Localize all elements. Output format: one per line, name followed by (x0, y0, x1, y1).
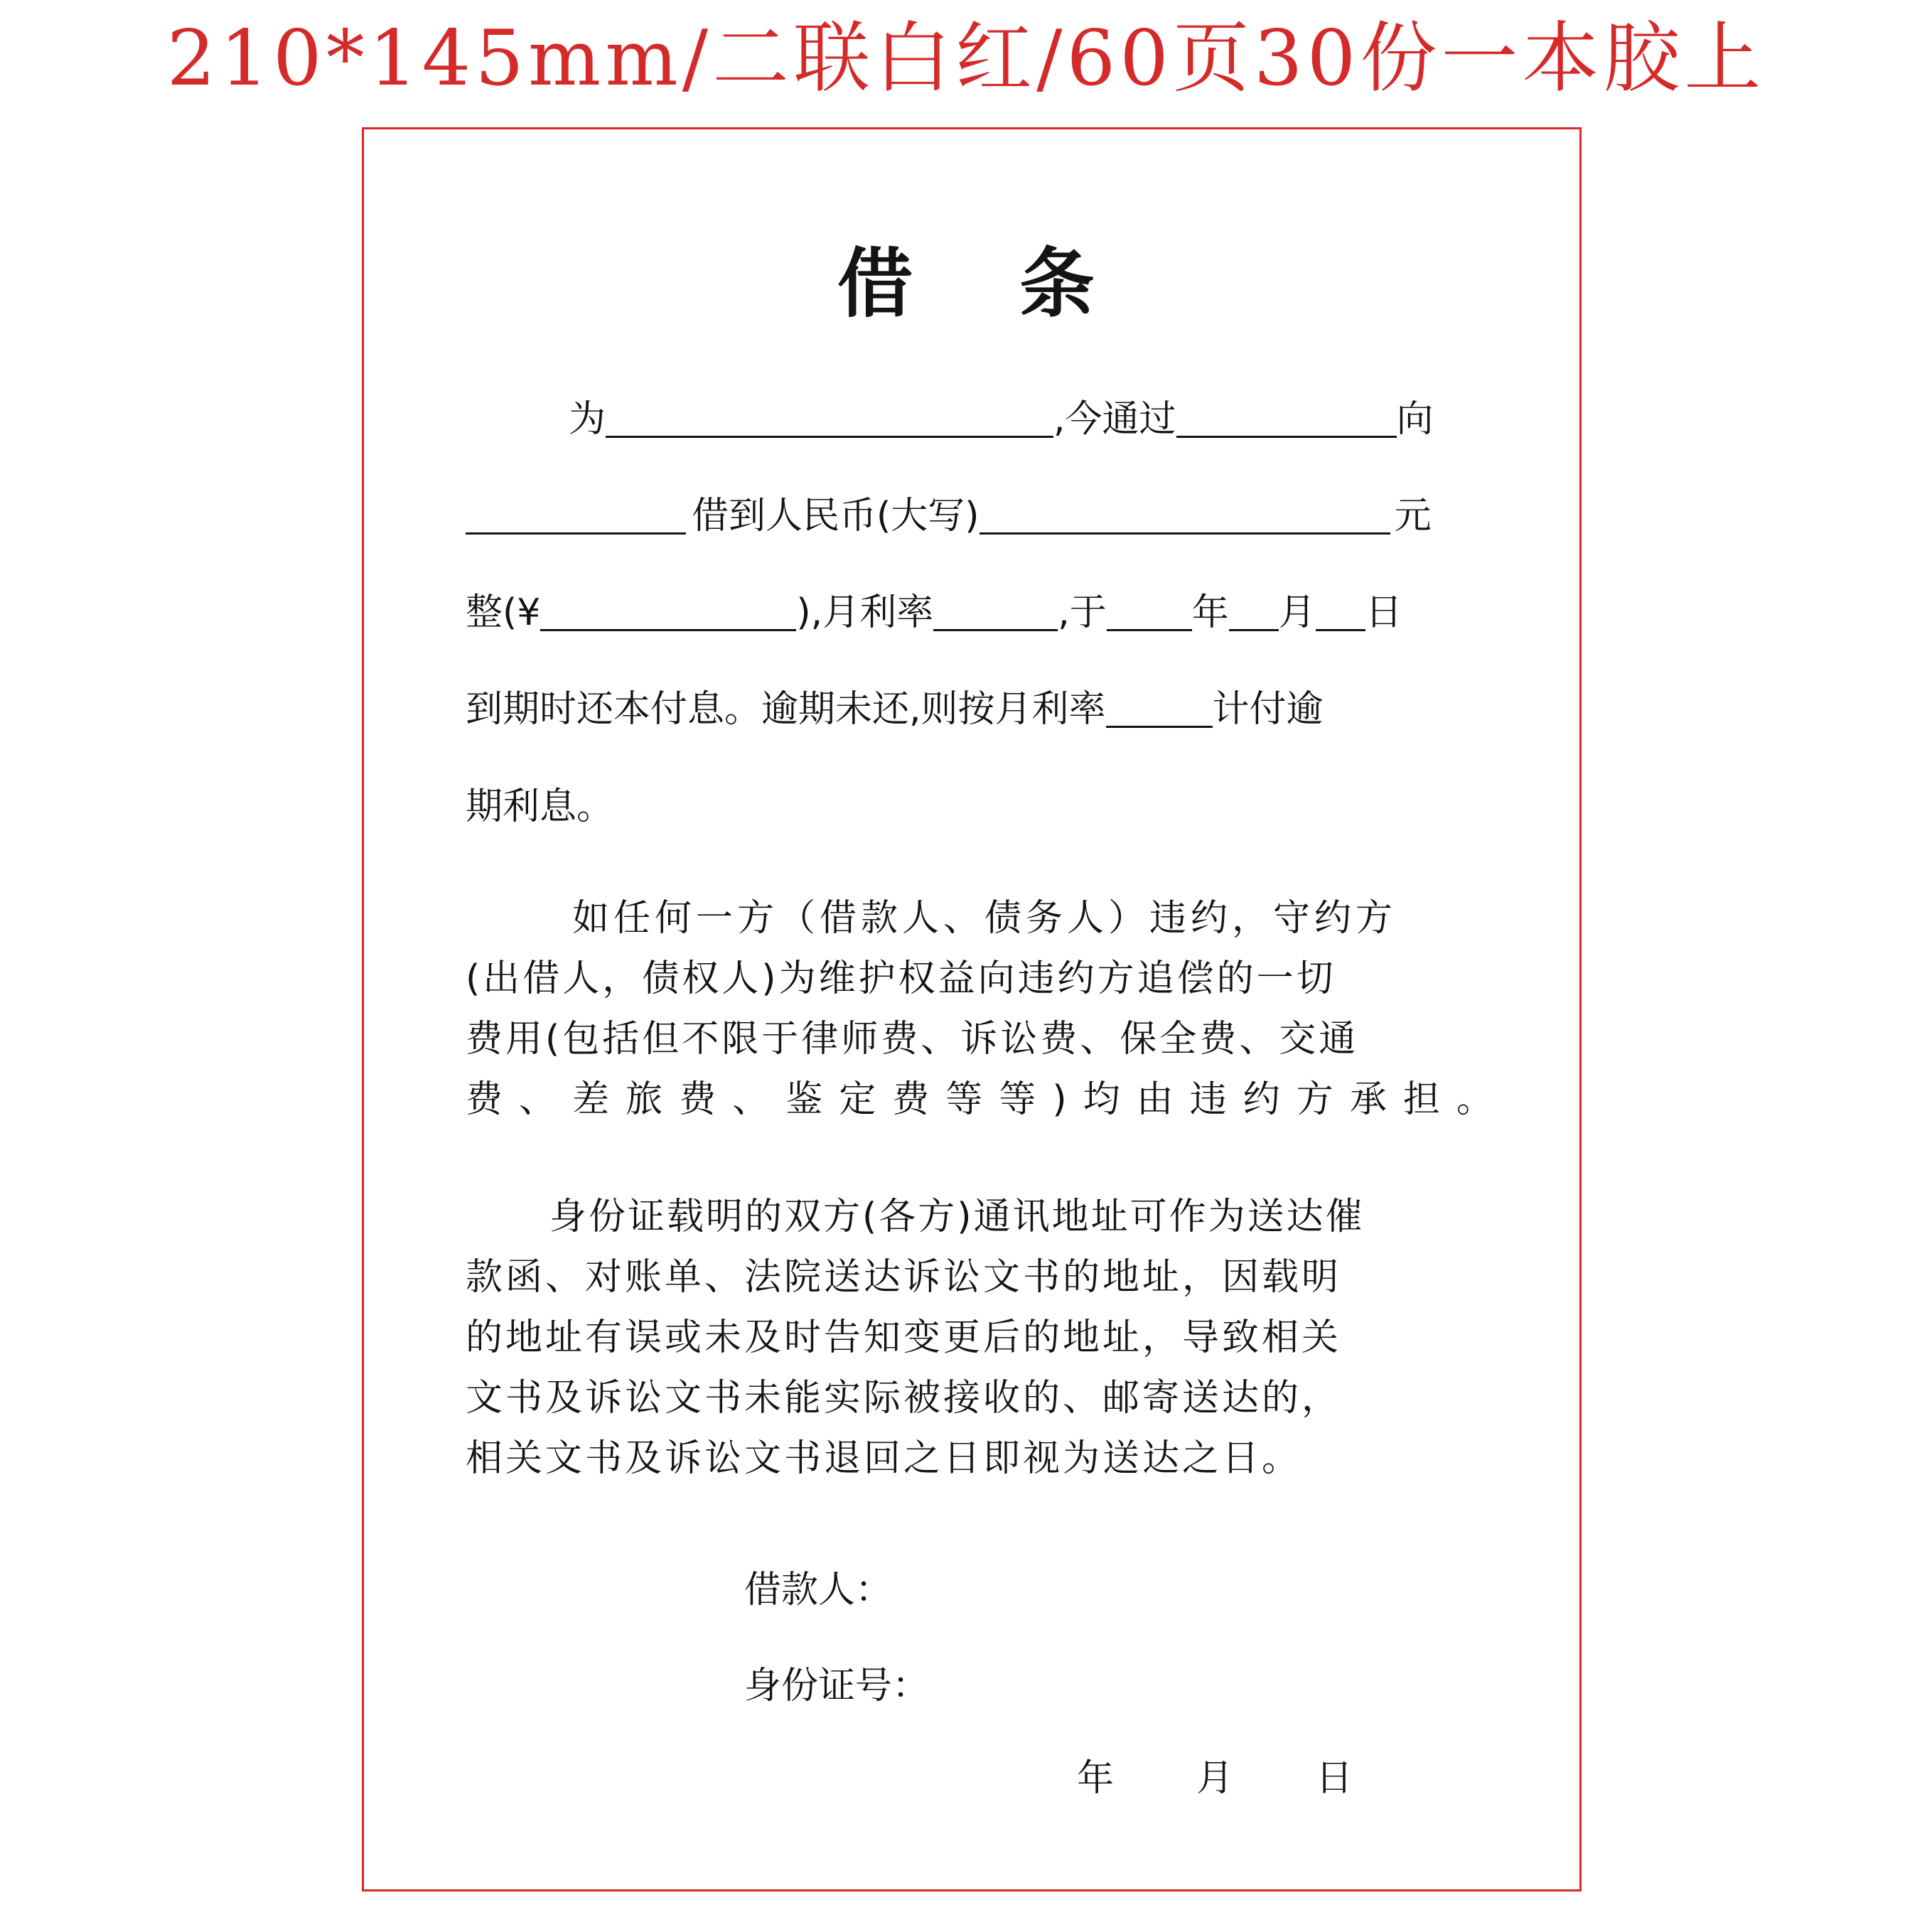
para1-line1 (466, 397, 1493, 442)
para2-line4-char: 费 (466, 1078, 503, 1121)
document-title (0, 242, 1932, 327)
text-fragment: (出借人，债权人)为维护权益向违约方追偿的一切 (466, 957, 1336, 1000)
para2-line4-char: 约 (1243, 1078, 1280, 1121)
para3-line2 (466, 1255, 1493, 1300)
blank-amount-number[interactable] (540, 594, 796, 631)
text-fragment: 如任何一方（借款人、债务人）违约，守约方 (572, 897, 1397, 940)
text-fragment: 费用(包括但不限于律师费、诉讼费、保全费、交通 (466, 1018, 1359, 1061)
text-fragment: 的地址有误或未及时告知变更后的地址，导致相关 (466, 1316, 1342, 1359)
text-fragment: 相关文书及诉讼文书退回之日即视为送达之日。 (466, 1437, 1302, 1480)
text-fragment: ),月利率 (796, 591, 934, 634)
blank-day[interactable] (1316, 594, 1365, 631)
text-fragment: 期利息。 (466, 785, 614, 828)
para2-line2 (466, 956, 1493, 1002)
text-fragment: 为 (569, 398, 606, 441)
borrower-label: 借款人： (744, 1569, 893, 1611)
date-day: 日 (1316, 1757, 1353, 1800)
para2-line4-char: 等 (999, 1078, 1036, 1121)
para2-line4-char: 、 (519, 1078, 557, 1121)
para2-line4-char: 费 (679, 1078, 717, 1121)
para2-line4-char: 定 (839, 1078, 876, 1121)
para2-line4-char: 均 (1083, 1078, 1120, 1121)
para3-line4 (466, 1375, 1493, 1421)
date-year: 年 (1077, 1757, 1115, 1800)
para2-line4-char: 鉴 (785, 1078, 823, 1121)
text-fragment: 向 (1396, 398, 1434, 441)
blank-monthly-rate[interactable] (933, 594, 1058, 631)
text-fragment: ,今通过 (1053, 398, 1176, 441)
para2-line4-char: 等 (945, 1078, 983, 1121)
text-fragment: 计付逾 (1212, 688, 1324, 731)
text-fragment: 整(¥ (466, 591, 541, 634)
text-fragment: 到期时还本付息。逾期未还,则按月利率 (466, 688, 1106, 731)
document-border (362, 127, 1582, 1891)
text-fragment: 借到人民币(大写) (692, 495, 980, 537)
signature-date (1077, 1756, 1353, 1801)
para2-line3 (466, 1016, 1493, 1062)
blank-overdue-rate[interactable] (1106, 690, 1213, 728)
para2-line4-char: 差 (572, 1078, 610, 1121)
para1-line2 (466, 493, 1493, 539)
text-fragment: 身份证载明的双方(各方)通讯地址可作为送达催 (549, 1196, 1365, 1238)
blank-lender[interactable] (466, 497, 686, 535)
text-fragment: 元 (1394, 495, 1432, 537)
para2-line4-char: 由 (1136, 1078, 1174, 1121)
blank-purpose[interactable] (606, 400, 1053, 438)
title-char-1: 借 (837, 240, 913, 328)
text-fragment: 文书及诉讼文书未能实际被接收的、邮寄送达的， (466, 1377, 1342, 1420)
para2-line4-char: 承 (1349, 1078, 1387, 1121)
para3-line5 (466, 1436, 1493, 1481)
blank-method[interactable] (1176, 400, 1397, 438)
para1-line3 (466, 590, 1493, 635)
text-fragment: 日 (1365, 591, 1402, 634)
para2-line4-char: 、 (732, 1078, 770, 1121)
para2-line4-char: 旅 (626, 1078, 663, 1121)
text-fragment: 年 (1191, 591, 1229, 634)
blank-year[interactable] (1107, 594, 1192, 631)
text-fragment: 月 (1278, 591, 1316, 634)
para2-line1 (466, 896, 1493, 941)
blank-month[interactable] (1229, 594, 1279, 631)
para2-line4-char: 方 (1296, 1078, 1333, 1121)
id-number-label: 身份证号： (744, 1665, 930, 1707)
text-fragment: ,于 (1058, 591, 1107, 634)
para2-line4-char: ) (1052, 1078, 1067, 1121)
para2-line4-char: 担 (1402, 1078, 1440, 1121)
date-month: 月 (1196, 1757, 1234, 1800)
text-fragment: 款函、对账单、法院送达诉讼文书的地址，因载明 (466, 1256, 1342, 1299)
title-char-2: 条 (1019, 240, 1095, 328)
blank-amount-uppercase[interactable] (980, 497, 1390, 535)
para3-line1 (466, 1194, 1493, 1240)
para2-line4-char: 。 (1456, 1078, 1493, 1121)
para2-line4 (466, 1077, 1493, 1122)
para1-line4 (466, 687, 1493, 732)
para2-line4-char: 费 (892, 1078, 930, 1121)
product-spec-title: 210*145mm/二联白红/60页30份一本胶上 (166, 14, 1766, 103)
para1-line5 (466, 784, 1493, 830)
para3-line3 (466, 1315, 1493, 1361)
para2-line4-char: 违 (1189, 1078, 1227, 1121)
